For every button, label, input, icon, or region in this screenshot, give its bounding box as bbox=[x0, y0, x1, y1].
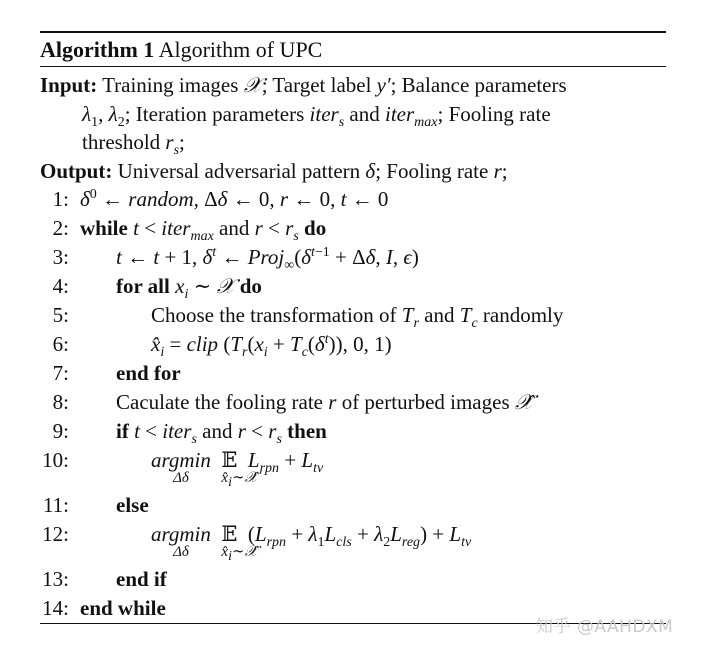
algo-line-9: 9: if t < iter$_s$ and $r < r_s$ then bbox=[40, 417, 666, 446]
algo-line-4: 4: for all $x_i$ ∼ 𝒳 do bbox=[40, 272, 666, 301]
algo-line-5: 5: Choose the transformation of $T_r$ and $T_c$ randomly bbox=[40, 301, 666, 330]
input-section: Input: Training images 𝒳; Target label y′; Balance parameters $\lambda_1$, $\lambda_2$; Iteration parameters iter$_s$ and iter$_{max}$; Fooling rate threshold $r_s$; bbox=[40, 73, 567, 159]
line-number: 8: bbox=[52, 390, 69, 415]
line-number: 13: bbox=[42, 567, 69, 592]
algo-line-6: 6: $x̂_i$ = clip ($T_r(x_i + T_c(\delta^t))$, 0, 1) bbox=[40, 330, 666, 359]
line-number: 9: bbox=[52, 419, 69, 444]
algorithm-name: Algorithm of UPC bbox=[158, 37, 323, 62]
line-number: 1: bbox=[52, 187, 69, 212]
algo-line-11: 11: else bbox=[40, 491, 666, 520]
line-number: 6: bbox=[52, 332, 69, 357]
output-label: Output: bbox=[40, 158, 113, 183]
algorithm-box bbox=[40, 31, 666, 624]
line-number: 11: bbox=[42, 493, 69, 518]
algo-line-2: 2: while t < iter$_{max}$ and $r < r_s$ do bbox=[40, 214, 666, 243]
algorithm-label: Algorithm 1 bbox=[40, 37, 155, 62]
line-number: 4: bbox=[52, 274, 69, 299]
algo-line-1: 1: $\delta^0$ ← random, Δδ ← 0, r ← 0, t ← 0 bbox=[40, 185, 666, 214]
algo-line-12: 12: argmin Δδ 𝔼 $x̂_i\sim 𝒳̂$ $(L_{rpn} + \lambda_1L_{cls} + \lambda_2L_{reg}) + L_{tv}$ bbox=[40, 520, 666, 565]
algo-line-13: 13: end if bbox=[40, 565, 666, 594]
algorithm-title bbox=[40, 33, 666, 66]
line-number: 10: bbox=[42, 448, 69, 473]
output-section: Output: Universal adversarial pattern δ; Fooling rate r; bbox=[40, 158, 508, 183]
algo-line-14: 14: end while bbox=[40, 594, 666, 623]
line-number: 5: bbox=[52, 303, 69, 328]
line-number: 3: bbox=[52, 245, 69, 270]
line-number: 2: bbox=[52, 216, 69, 241]
algo-line-7: 7: end for bbox=[40, 359, 666, 388]
algo-line-8: 8: Caculate the fooling rate r of perturbed images 𝒳̂ bbox=[40, 388, 666, 417]
line-number: 14: bbox=[42, 596, 69, 621]
line-number: 7: bbox=[52, 361, 69, 386]
line-number: 12: bbox=[42, 522, 69, 547]
algo-line-10: 10: argmin Δδ 𝔼 $x̂_i\sim 𝒳̂$ $L_{rpn} + L_{tv}$ bbox=[40, 446, 666, 491]
algo-line-3: 3: t ← t + 1, $\delta^t$ ← $Proj_\infty(\delta^{t-1} + \Delta\delta$, I, ϵ) bbox=[40, 243, 666, 272]
input-label: Input: bbox=[40, 73, 98, 97]
watermark-text: 知乎 @AAHDXM bbox=[536, 617, 674, 637]
